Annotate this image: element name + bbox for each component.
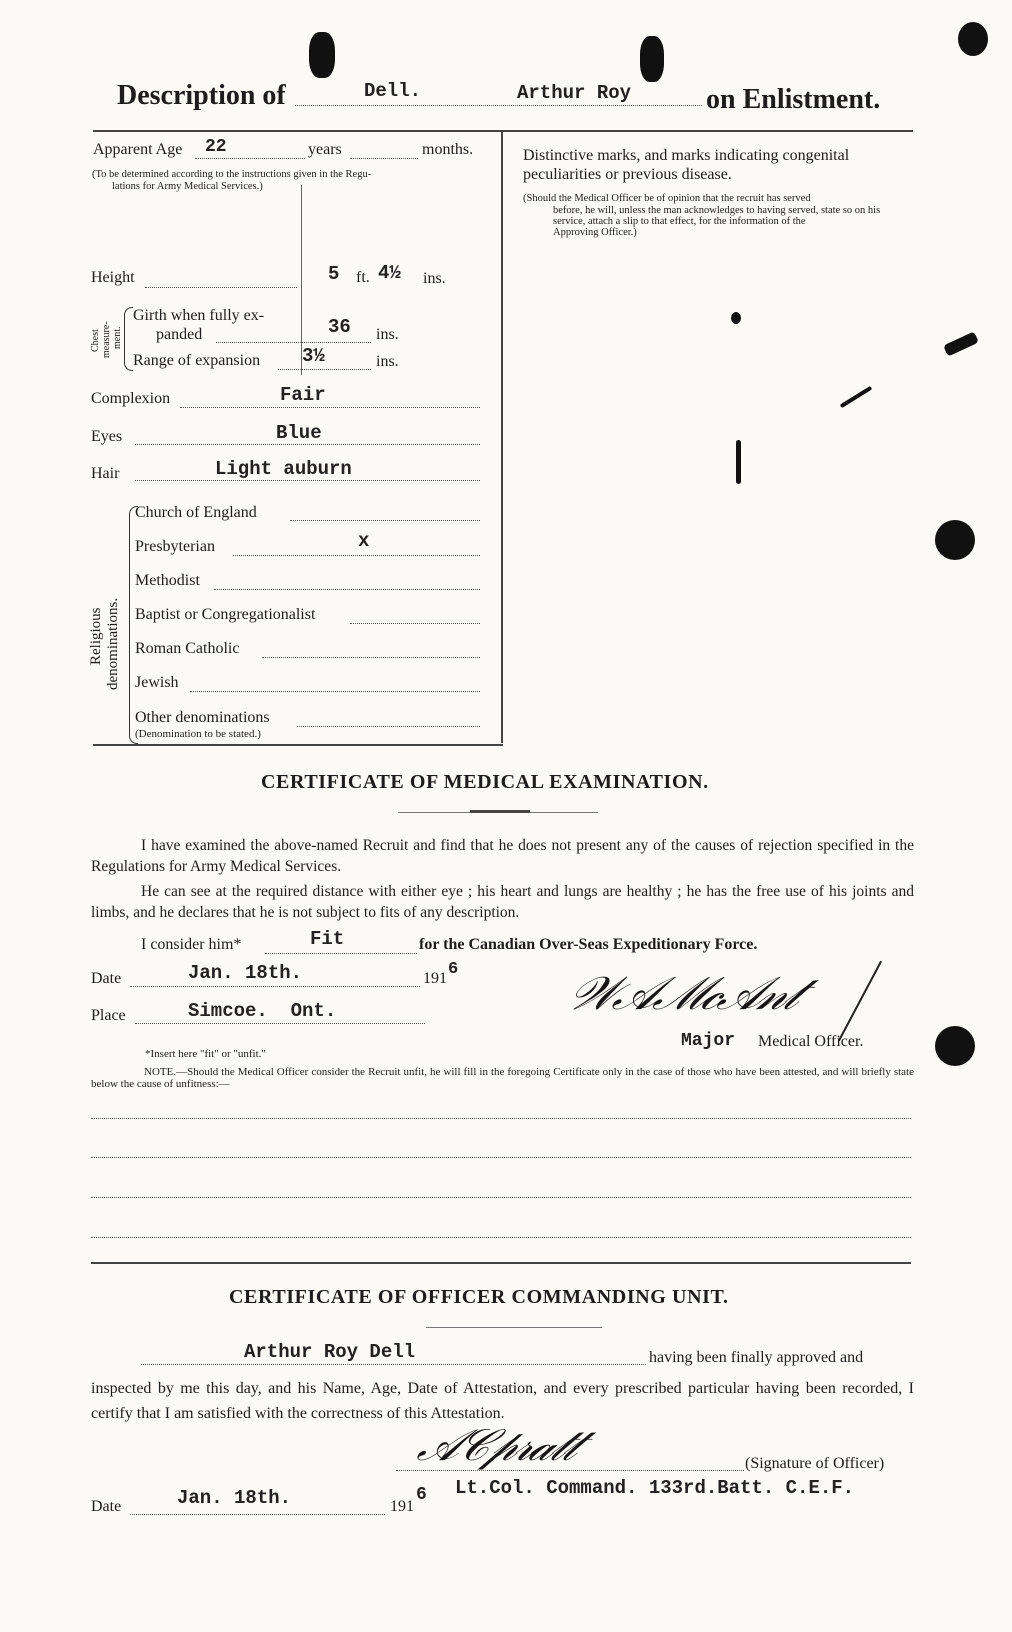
marks-note-2: before, he will, unless the man acknowledges to having served, state so on his bbox=[553, 205, 881, 216]
height-line bbox=[145, 287, 297, 288]
religion-side-label-1: Religious bbox=[88, 607, 104, 665]
medical-officer-label: Medical Officer. bbox=[758, 1033, 864, 1050]
commanding-signature-line bbox=[396, 1470, 744, 1471]
medical-title: CERTIFICATE OF MEDICAL EXAMINATION. bbox=[261, 771, 709, 793]
complexion-line bbox=[180, 407, 480, 408]
ink-mark-1 bbox=[731, 312, 741, 324]
range-unit: ins. bbox=[376, 353, 399, 370]
religion-line-7 bbox=[297, 726, 480, 727]
punch-hole-right-1 bbox=[958, 22, 988, 56]
commanding-year-prefix: 191 bbox=[390, 1498, 414, 1515]
medical-officer-rank: Major bbox=[681, 1031, 736, 1051]
religion-presbyterian: Presbyterian bbox=[135, 538, 215, 555]
religion-side-label-2: denominations. bbox=[105, 597, 121, 690]
consider-suffix: for the Canadian Over-Seas Expeditionary Force. bbox=[419, 936, 758, 953]
girth-value: 36 bbox=[328, 316, 351, 338]
hair-label: Hair bbox=[91, 465, 120, 482]
age-value: 22 bbox=[205, 137, 227, 157]
unfitness-line-3 bbox=[91, 1197, 911, 1198]
place-line bbox=[135, 1023, 425, 1024]
commanding-officer-title: Lt.Col. Command. 133rd.Batt. C.E.F. bbox=[455, 1477, 855, 1499]
age-label: Apparent Age bbox=[93, 141, 183, 158]
eyes-label: Eyes bbox=[91, 428, 123, 445]
medical-officer-signature: 𝒲𝒜ℳ𝒸𝒜𝓃𝓉 bbox=[561, 966, 808, 1020]
commanding-date-value: Jan. 18th. bbox=[177, 1487, 292, 1509]
marks-note-3: service, attach a slip to that effect, for the information of the bbox=[553, 216, 806, 227]
religion-baptist: Baptist or Congregationalist bbox=[135, 606, 316, 623]
chest-side-label-3: ment. bbox=[112, 326, 123, 349]
signature-flourish bbox=[838, 961, 882, 1041]
age-line bbox=[195, 158, 305, 159]
medical-year-digit: 6 bbox=[448, 960, 459, 979]
religion-presbyterian-mark: x bbox=[358, 530, 370, 552]
religion-line-2 bbox=[233, 555, 480, 556]
religion-line-1 bbox=[290, 520, 480, 521]
eyes-value: Blue bbox=[276, 422, 322, 444]
religion-methodist: Methodist bbox=[135, 572, 200, 589]
height-ins-label: ins. bbox=[423, 270, 446, 287]
medical-bottom-rule bbox=[91, 1262, 911, 1264]
header-suffix: on Enlistment. bbox=[706, 84, 881, 115]
commanding-year-digit: 6 bbox=[416, 1485, 427, 1505]
commanding-signature-label: (Signature of Officer) bbox=[745, 1455, 885, 1472]
medical-note: NOTE.—Should the Medical Officer consider the Recruit unfit, he will fill in the foregoing Certificate only in the case of those who have been attested, and will briefly state below the cause of unfitness:— bbox=[91, 1066, 914, 1090]
punch-hole-right-3 bbox=[935, 1026, 975, 1066]
religion-line-4 bbox=[350, 623, 480, 624]
eyes-line bbox=[135, 444, 480, 445]
age-note-2: lations for Army Medical Services.) bbox=[112, 181, 263, 192]
place-label: Place bbox=[91, 1007, 126, 1024]
chest-side-label-2: measure- bbox=[101, 321, 112, 358]
top-rule bbox=[93, 130, 913, 132]
marks-title-2: peculiarities or previous disease. bbox=[523, 166, 732, 183]
commanding-officer-signature: 𝒜𝒞𝓅𝓇𝒶𝓉𝓉 bbox=[411, 1420, 585, 1471]
commanding-title-ornament bbox=[426, 1327, 602, 1328]
consider-value: Fit bbox=[310, 928, 345, 950]
medical-date-label: Date bbox=[91, 970, 122, 987]
commanding-title: CERTIFICATE OF OFFICER COMMANDING UNIT. bbox=[229, 1286, 729, 1308]
complexion-label: Complexion bbox=[91, 390, 171, 407]
girth-label-1: Girth when fully ex- bbox=[133, 307, 265, 324]
punch-hole-right-2 bbox=[935, 520, 975, 560]
years-label: years bbox=[308, 141, 342, 158]
feet-label: ft. bbox=[356, 269, 370, 286]
religion-line-5 bbox=[262, 657, 480, 658]
chest-bracket bbox=[124, 307, 133, 371]
ink-mark-4 bbox=[943, 331, 979, 356]
girth-unit: ins. bbox=[376, 326, 399, 343]
header-name-line bbox=[295, 105, 702, 106]
medical-date-line bbox=[130, 986, 420, 987]
header-given-names: Arthur Roy bbox=[517, 82, 632, 104]
left-section-bottom-rule bbox=[93, 744, 503, 746]
religion-church-of-england: Church of England bbox=[135, 504, 257, 521]
hair-line bbox=[135, 480, 480, 481]
punch-hole-top-left bbox=[309, 32, 335, 78]
commanding-name-line bbox=[141, 1364, 646, 1365]
commanding-date-label: Date bbox=[91, 1498, 122, 1515]
height-feet: 5 bbox=[328, 263, 340, 285]
ink-mark-2 bbox=[736, 440, 741, 484]
religion-roman-catholic: Roman Catholic bbox=[135, 640, 240, 657]
age-note-1: (To be determined according to the instructions given in the Regu- bbox=[92, 169, 372, 180]
header-prefix: Description of bbox=[117, 80, 286, 111]
insert-note: *Insert here "fit" or "unfit." bbox=[145, 1048, 266, 1060]
place-value: Simcoe. Ont. bbox=[188, 1000, 337, 1022]
hair-value: Light auburn bbox=[215, 458, 352, 480]
complexion-value: Fair bbox=[280, 384, 326, 406]
ink-mark-3 bbox=[840, 386, 873, 408]
height-label: Height bbox=[91, 269, 135, 286]
middle-divider bbox=[501, 131, 503, 743]
religion-line-6 bbox=[190, 691, 480, 692]
commanding-recruit-name: Arthur Roy Dell bbox=[244, 1341, 416, 1363]
range-value: 3½ bbox=[302, 345, 325, 367]
commanding-para: inspected by me this day, and his Name, Age, Date of Attestation, and every prescribed particular having been recorded, I certify that I am satisfied with the correctness of this Attestation. bbox=[91, 1380, 914, 1422]
range-label: Range of expansion bbox=[133, 352, 261, 369]
height-inches: 4½ bbox=[378, 262, 401, 284]
unfitness-line-1 bbox=[91, 1118, 911, 1119]
medical-date-value: Jan. 18th. bbox=[188, 962, 303, 984]
religion-jewish: Jewish bbox=[135, 674, 179, 691]
months-label: months. bbox=[422, 141, 474, 158]
medical-title-ornament-bold bbox=[470, 810, 530, 813]
commanding-date-line bbox=[130, 1514, 385, 1515]
medical-year-prefix: 191 bbox=[423, 970, 447, 987]
religion-other: Other denominations bbox=[135, 709, 270, 726]
unfitness-line-2 bbox=[91, 1157, 911, 1158]
commanding-line1-suffix: having been finally approved and bbox=[649, 1349, 864, 1366]
consider-prefix: I consider him* bbox=[141, 936, 242, 953]
girth-label-2: panded bbox=[156, 326, 203, 343]
marks-note-4: Approving Officer.) bbox=[553, 227, 637, 238]
denomination-note: (Denomination to be stated.) bbox=[135, 728, 261, 740]
religion-line-3 bbox=[214, 589, 480, 590]
chest-side-label-1: Chest bbox=[90, 329, 101, 352]
medical-para-1: I have examined the above-named Recruit and find that he does not present any of the causes of rejection specified in the Regulations for Army Medical Services. bbox=[91, 837, 914, 875]
header-surname: Dell. bbox=[364, 80, 422, 102]
marks-note-1: (Should the Medical Officer be of opinion that the recruit has served bbox=[523, 193, 811, 204]
range-line bbox=[278, 369, 371, 370]
marks-title-1: Distinctive marks, and marks indicating congenital bbox=[523, 147, 850, 164]
punch-hole-top-right bbox=[640, 36, 664, 82]
girth-line bbox=[216, 342, 371, 343]
unfitness-line-4 bbox=[91, 1237, 911, 1238]
consider-line bbox=[265, 953, 417, 954]
months-line bbox=[350, 158, 418, 159]
medical-para-2: He can see at the required distance with either eye ; his heart and lungs are healthy ; he has the free use of his joints and limbs, and he declares that he is not subject to fits of any description. bbox=[91, 883, 914, 921]
